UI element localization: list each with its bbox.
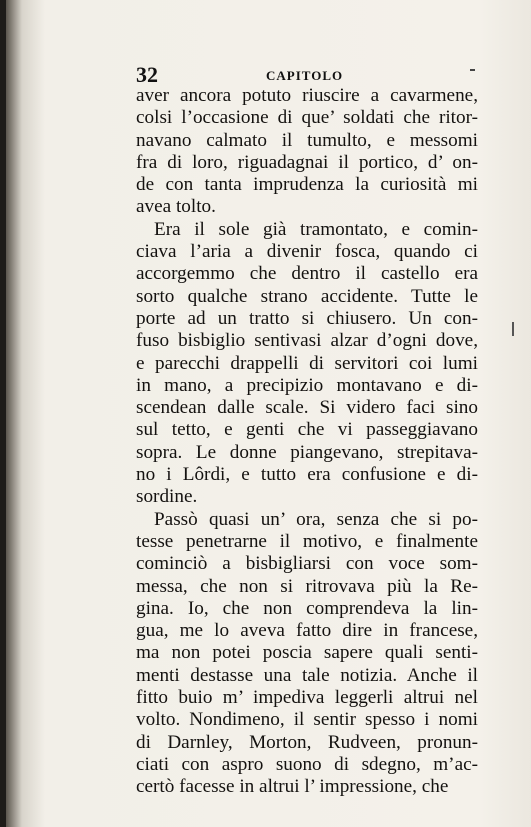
text-line: ma non potei poscia sapere quali senti- [136, 642, 478, 664]
paragraph [136, 219, 478, 509]
text-line: navano calmato il tumulto, e messomi [136, 129, 478, 151]
paragraph [136, 85, 478, 219]
text-line: fuso bisbiglio sentivasi alzar d’ogni dove, [136, 330, 478, 352]
text-line: menti destasse una tale notizia. Anche il [136, 664, 478, 686]
running-head: CAPITOLO [266, 68, 344, 83]
text-line: cominciò a bisbigliarsi con voce som- [136, 553, 478, 575]
text-line: sordine. [136, 486, 198, 508]
text-line: gua, me lo aveva fatto dire in francese, [136, 620, 478, 642]
margin-ink-mark [512, 322, 514, 336]
page-header [136, 62, 481, 86]
paragraph [136, 509, 478, 799]
text-line: sul tetto, e genti che vi passeggiavano [136, 419, 478, 441]
text-line: tesse penetrarne il motivo, e finalmente [136, 530, 478, 552]
page-number: 32 [136, 62, 158, 87]
text-line: gina. Io, che non comprendeva la lin- [136, 597, 478, 619]
text-line: avea tolto. [136, 196, 216, 218]
text-line: ciati con aspro suono di sdegno, m’ac- [136, 753, 478, 775]
text-line: volto. Nondimeno, il sentir spesso i nomi [136, 709, 478, 731]
text-line: fitto buio m’ impediva leggerli altrui nel [136, 687, 478, 709]
text-line: di Darnley, Morton, Rudveen, pronun- [136, 731, 478, 753]
text-line: certò facesse in altrui l’ impressione, che [136, 776, 449, 798]
text-line: accorgemmo che dentro il castello era [136, 263, 478, 285]
text-line: in mano, a precipizio montavano e di- [136, 374, 478, 396]
text-line: sorto qualche strano accidente. Tutte le [136, 285, 478, 307]
text-line: Era il sole già tramontato, e comin- [154, 218, 478, 240]
text-line: Passò quasi un’ ora, senza che si po- [154, 508, 478, 530]
text-line: aver ancora potuto riuscire a cavarmene, [136, 85, 478, 106]
text-line: colsi l’occasione di que’ soldati che ritor- [136, 107, 478, 129]
text-line: ciava l’aria a divenir fosca, quando ci [136, 241, 478, 263]
text-line: messa, che non si ritrovava più la Re- [136, 575, 478, 597]
header-ink-mark [470, 69, 475, 71]
text-line: e parecchi drappelli di servitori coi lumi [136, 352, 478, 374]
text-line: de con tanta imprudenza la curiosità mi [136, 174, 478, 196]
text-line: sopra. Le donne piangevano, strepitava- [136, 441, 478, 463]
body-text [136, 85, 478, 799]
text-line: no i Lôrdi, e tutto era confusione e di- [136, 464, 478, 486]
text-line: scendean dalle scale. Si videro faci sino [136, 397, 478, 419]
text-line: porte ad un tratto si chiusero. Un con- [136, 307, 478, 329]
page-gutter-shadow [0, 0, 6, 827]
text-line: fra di loro, riguadagnai il portico, d’ on- [136, 151, 478, 173]
